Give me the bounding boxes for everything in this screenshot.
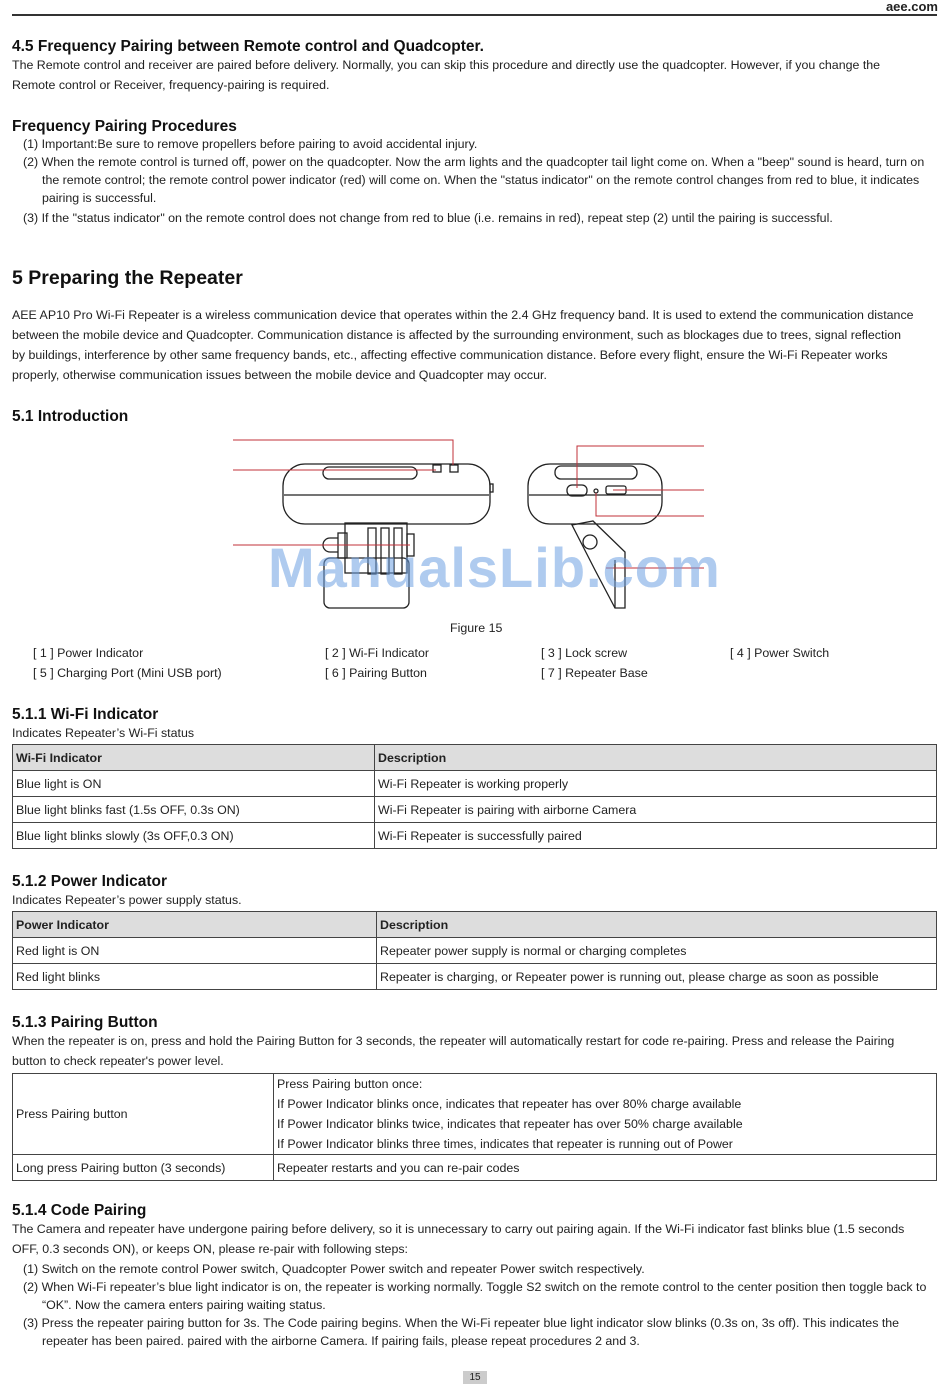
table-row bbox=[13, 797, 937, 823]
power-indicator-table bbox=[12, 911, 937, 990]
cell: Red light blinks bbox=[13, 964, 377, 990]
cell: Wi-Fi Repeater is pairing with airborne Camera bbox=[375, 797, 937, 823]
section-5-1-3-text bbox=[12, 1031, 942, 1071]
text-line: If Power Indicator blinks twice, indicates that repeater has over 50% charge available bbox=[277, 1117, 743, 1131]
cell: Wi-Fi Repeater is working properly bbox=[375, 771, 937, 797]
cell: Repeater is charging, or Repeater power is running out, please charge as soon as possible bbox=[377, 964, 937, 990]
section-5-1-1-sub: Indicates Repeater’s Wi-Fi status bbox=[12, 726, 195, 740]
procedures-list bbox=[12, 135, 932, 227]
cell: Repeater power supply is normal or charging completes bbox=[377, 938, 937, 964]
header-cell: Description bbox=[375, 745, 937, 771]
cell: Blue light blinks slowly (3s OFF,0.3 ON) bbox=[13, 823, 375, 849]
section-5-1-2-sub: Indicates Repeater’s power supply status. bbox=[12, 893, 242, 907]
section-5-1-1-title: 5.1.1 Wi-Fi Indicator bbox=[12, 706, 159, 723]
figure-caption: Figure 15 bbox=[450, 621, 503, 635]
legend-item: [ 6 ] Pairing Button bbox=[325, 666, 427, 680]
header-cell: Wi-Fi Indicator bbox=[13, 745, 375, 771]
header-rule bbox=[12, 14, 937, 16]
table-row bbox=[13, 938, 937, 964]
text-line: The Remote control and receiver are paired before delivery. Normally, you can skip this procedure and directly use the quadcopter. However, if you change the bbox=[12, 58, 881, 72]
text-line: When the repeater is on, press and hold the Pairing Button for 3 seconds, the repeater will automatically restart for code re-pairing. Press and release the Pairing bbox=[12, 1034, 895, 1048]
section-5-1-3-title: 5.1.3 Pairing Button bbox=[12, 1014, 158, 1031]
table-row bbox=[13, 1074, 937, 1155]
list-item: (3) If the "status indicator" on the remote control does not change from red to blue (i.e. remains in red), repeat step (2) until the pairing is successful. bbox=[23, 211, 833, 225]
section-5-1-title: 5.1 Introduction bbox=[12, 408, 129, 425]
table-row bbox=[13, 1155, 937, 1181]
table-row bbox=[13, 771, 937, 797]
list-item: (2) When Wi-Fi repeater’s blue light indicator is on, the repeater is working normally. Toggle S2 switch on the remote control to the center position then toggle back to “OK”. Now the camera enters pairing waiting status. bbox=[23, 1280, 927, 1312]
legend-item: [ 5 ] Charging Port (Mini USB port) bbox=[33, 666, 222, 680]
cell: Red light is ON bbox=[13, 938, 377, 964]
list-item: (1) Important:Be sure to remove propellers before pairing to avoid accidental injury. bbox=[23, 137, 478, 151]
cell: Press Pairing button bbox=[13, 1074, 274, 1155]
legend-item: [ 2 ] Wi-Fi Indicator bbox=[325, 646, 429, 660]
text-line: If Power Indicator blinks once, indicates that repeater has over 80% charge available bbox=[277, 1097, 742, 1111]
section-5-1-2-title: 5.1.2 Power Indicator bbox=[12, 873, 168, 890]
section-5-title: 5 Preparing the Repeater bbox=[12, 267, 243, 289]
cell: Long press Pairing button (3 seconds) bbox=[13, 1155, 274, 1181]
header-cell: Power Indicator bbox=[13, 912, 377, 938]
section-5-text bbox=[12, 305, 947, 385]
procedures-title: Frequency Pairing Procedures bbox=[12, 118, 237, 135]
header-cell: Description bbox=[377, 912, 937, 938]
cell bbox=[274, 1074, 937, 1155]
cell: Wi-Fi Repeater is successfully paired bbox=[375, 823, 937, 849]
cell: Blue light is ON bbox=[13, 771, 375, 797]
text-line: The Camera and repeater have undergone pairing before delivery, so it is unnecessary to carry out pairing again. If the Wi-Fi indicator fast blinks blue (1.5 seconds bbox=[12, 1222, 905, 1236]
cell: Blue light blinks fast (1.5s OFF, 0.3s ON) bbox=[13, 797, 375, 823]
text-line: button to check repeater's power level. bbox=[12, 1054, 224, 1068]
legend-item: [ 3 ] Lock screw bbox=[541, 646, 628, 660]
pairing-button-table bbox=[12, 1073, 937, 1181]
section-5-1-4-title: 5.1.4 Code Pairing bbox=[12, 1202, 147, 1219]
text-line: Press Pairing button once: bbox=[277, 1077, 423, 1091]
code-pairing-steps bbox=[12, 1260, 937, 1350]
watermark: ManualsLib.com bbox=[268, 536, 721, 599]
table-header bbox=[13, 745, 937, 771]
text-line: Remote control or Receiver, frequency-pairing is required. bbox=[12, 78, 330, 92]
legend-item: [ 7 ] Repeater Base bbox=[541, 666, 648, 680]
table-header bbox=[13, 912, 937, 938]
table-row bbox=[13, 964, 937, 990]
table-row bbox=[13, 823, 937, 849]
section-4-5-text bbox=[12, 55, 942, 95]
list-item: (1) Switch on the remote control Power switch, Quadcopter Power switch and repeater Power switch respectively. bbox=[23, 1262, 645, 1276]
text-line: If Power Indicator blinks three times, indicates that repeater is running out of Power bbox=[277, 1137, 733, 1151]
section-4-5-title: 4.5 Frequency Pairing between Remote control and Quadcopter. bbox=[12, 38, 484, 55]
cell: Repeater restarts and you can re-pair codes bbox=[274, 1155, 937, 1181]
list-item: (3) Press the repeater pairing button for 3s. The Code pairing begins. When the Wi-Fi repeater blue light indicator slow blinks (0.3s on, 3s off). This indicates the repeater has been paired. paired with the airborne Camera. If pairing fails, please repeat procedures 2 and 3. bbox=[23, 1316, 900, 1348]
section-5-1-4-text bbox=[12, 1219, 942, 1259]
wifi-indicator-table bbox=[12, 744, 937, 849]
page-number: 15 bbox=[463, 1371, 487, 1384]
legend-item: [ 4 ] Power Switch bbox=[730, 646, 830, 660]
text-line: AEE AP10 Pro Wi-Fi Repeater is a wireless communication device that operates within the 2.4 GHz frequency band. It is used to extend the communication distance bbox=[12, 308, 914, 322]
list-item: (2) When the remote control is turned off, power on the quadcopter. Now the arm lights and the quadcopter tail light come on. When a "beep" sound is heard, turn on the remote control; the remote control power indicator (red) will come on. When the "status indicator" on the remote control changes from red to blue, it indicates pairing is successful. bbox=[23, 155, 925, 205]
text-line: OFF, 0.3 seconds ON), or keeps ON, please re-pair with following steps: bbox=[12, 1242, 408, 1256]
legend-item: [ 1 ] Power Indicator bbox=[33, 646, 144, 660]
brand-logo: aee.com bbox=[885, 0, 938, 14]
text-line: properly, otherwise communication issues between the mobile device and Quadcopter may occur. bbox=[12, 368, 547, 382]
text-line: by buildings, interference by other same frequency bands, etc., affecting effective communication distance. Before every flight, ensure the Wi-Fi Repeater works bbox=[12, 348, 888, 362]
text-line: between the mobile device and Quadcopter. Communication distance is affected by the surrounding environment, such as blockages due to trees, signal reflection bbox=[12, 328, 901, 342]
